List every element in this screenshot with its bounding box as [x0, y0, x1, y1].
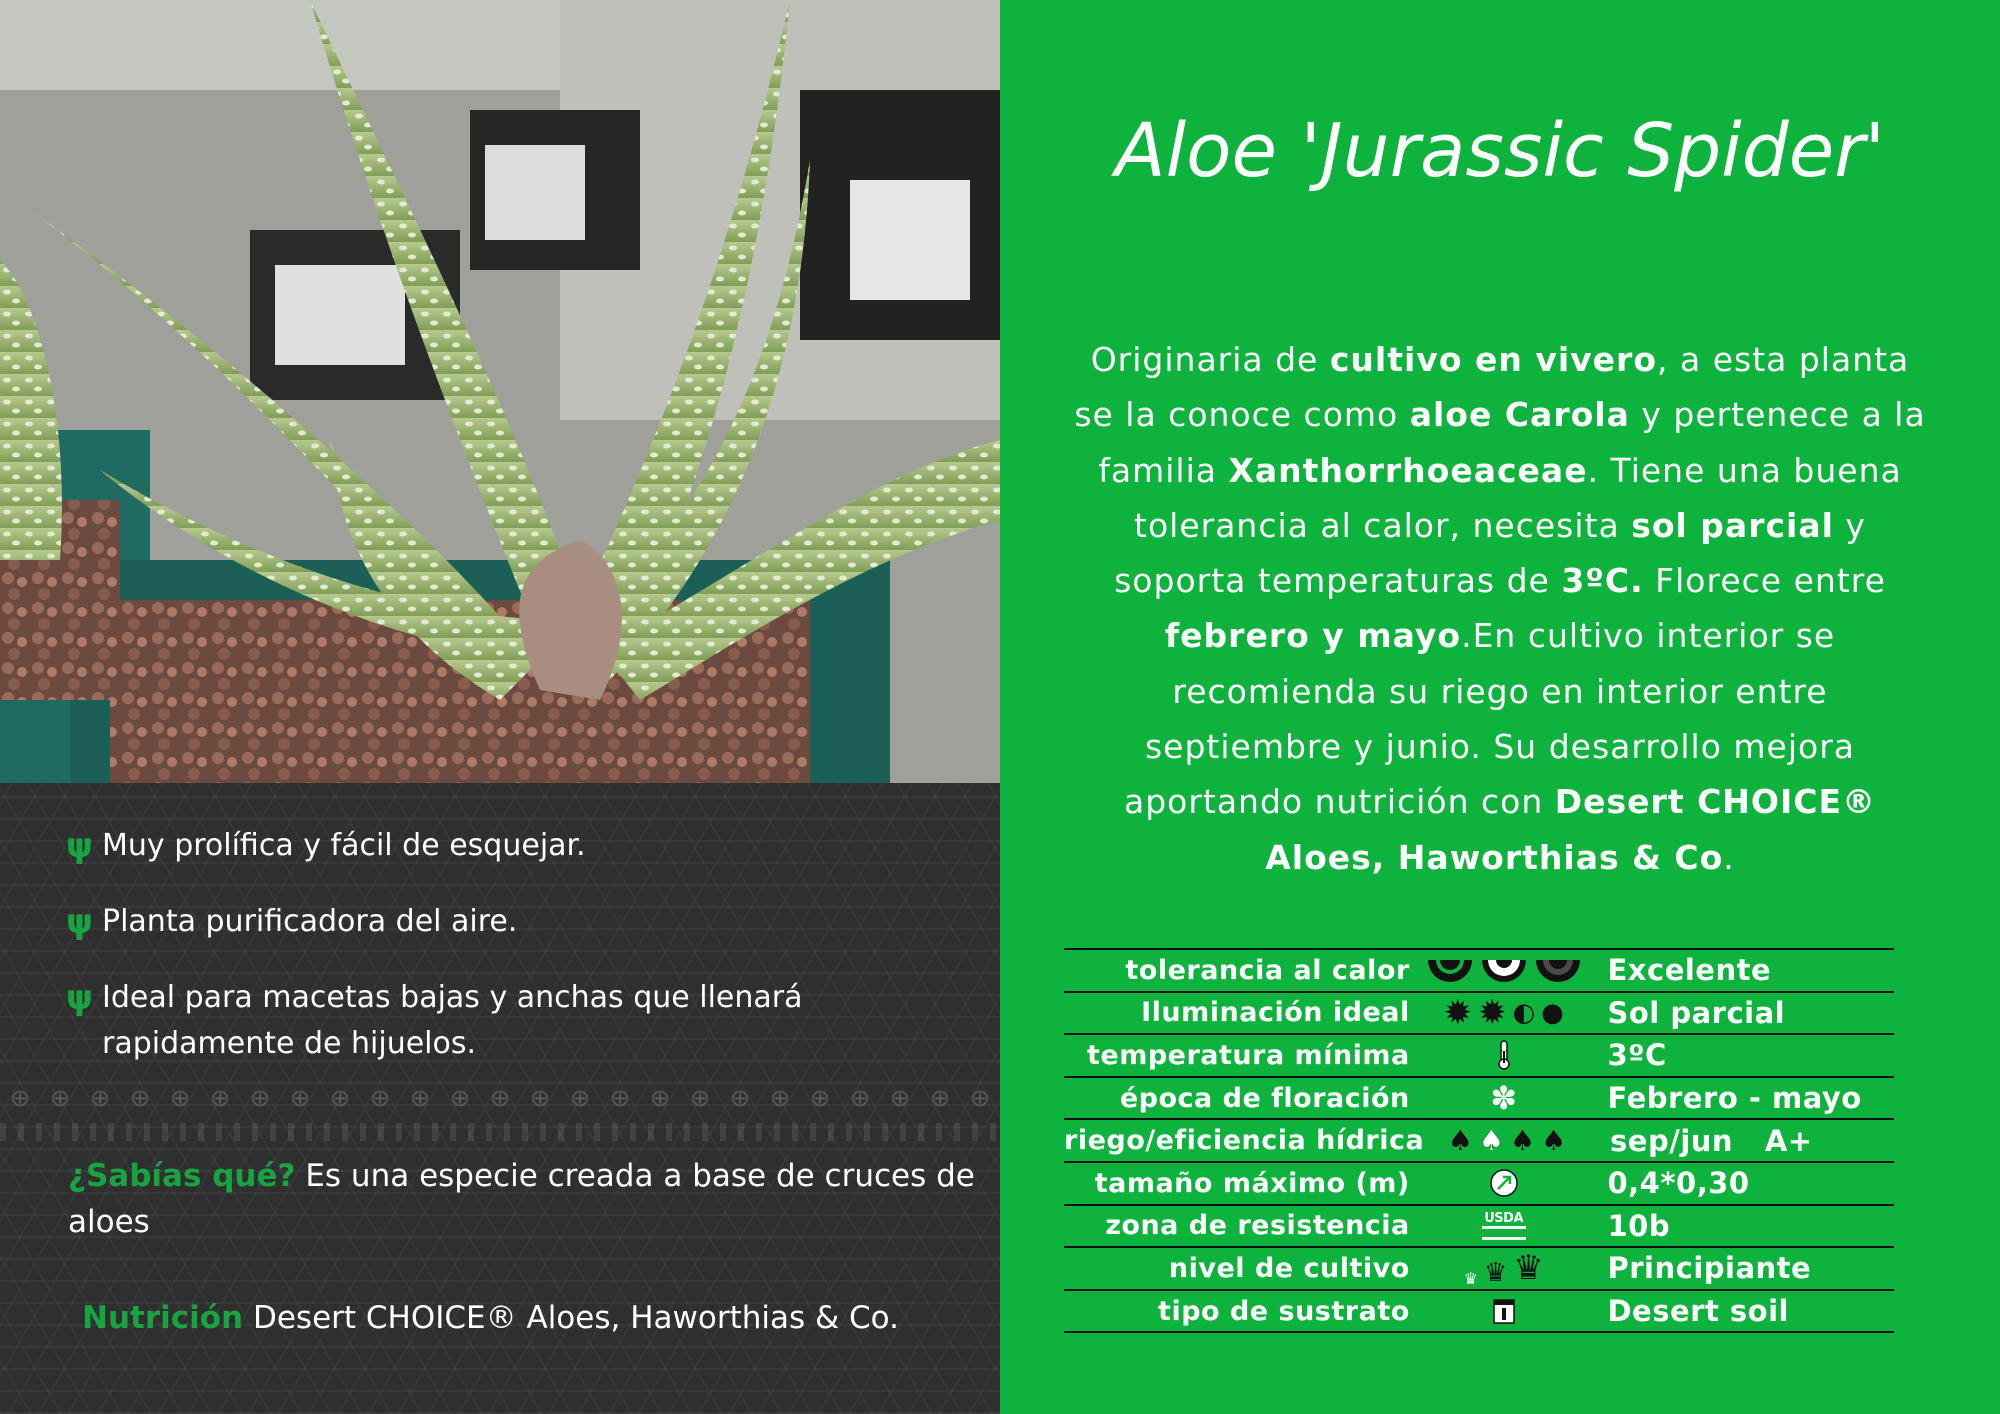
cactus-icon: ψ	[66, 902, 93, 942]
spec-label: tamaño máximo (m)	[1094, 1167, 1410, 1199]
spec-icons	[1410, 1248, 1598, 1288]
water-drop-icon: ♠	[1478, 1124, 1505, 1158]
spec-value: 10b	[1607, 1208, 1671, 1243]
desc-bold: Desert CHOICE® Aloes, Haworthias & Co	[1265, 782, 1877, 877]
feature-list	[66, 823, 966, 1097]
desc-text: Florece entre	[1643, 561, 1886, 601]
description	[1072, 332, 1928, 885]
spec-icons	[1410, 1039, 1598, 1071]
spec-table	[1064, 948, 1894, 1333]
spec-row-heat	[1064, 948, 1894, 991]
spec-label: nivel de cultivo	[1168, 1252, 1410, 1284]
spec-value: Sol parcial	[1607, 995, 1786, 1030]
spec-label: temperatura mínima	[1086, 1039, 1410, 1071]
spec-row-hardiness-zone	[1064, 1204, 1894, 1247]
spec-value: Febrero - mayo	[1607, 1081, 1862, 1116]
feature-item	[66, 975, 966, 1067]
usda-text: USDA	[1484, 1210, 1524, 1226]
water-drop-icon: ♠	[1447, 1124, 1473, 1158]
heat-level-icon	[1534, 956, 1582, 984]
usda-icon	[1482, 1212, 1526, 1240]
nutrition-label: Nutrición	[82, 1300, 244, 1336]
spec-icons	[1414, 1124, 1600, 1157]
spec-value: 3ºC	[1607, 1038, 1667, 1073]
feature-item	[66, 823, 966, 869]
spec-icons	[1410, 1168, 1598, 1198]
aloe-photo	[0, 0, 1000, 783]
did-you-know	[68, 1153, 978, 1245]
desc-bold: cultivo en vivero	[1329, 340, 1658, 379]
spec-label: época de floración	[1119, 1082, 1410, 1114]
decorative-band	[0, 1123, 1000, 1141]
aloe-plant-illustration	[0, 0, 1000, 783]
desc-text: y soporta temperaturas de	[1114, 505, 1866, 601]
desc-text: .En cultivo interior se recomienda su riego en interior entre septiembre y junio. Su desarrollo mejora aportando nutrición con	[1123, 616, 1855, 822]
page-title: Aloe 'Jurassic Spider'	[1115, 108, 1885, 194]
sun-icon: ✹	[1477, 992, 1507, 1033]
decorative-motif-row: ⊕ ⊕ ⊕ ⊕ ⊕ ⊕ ⊕ ⊕ ⊕ ⊕ ⊕ ⊕ ⊕ ⊕ ⊕ ⊕ ⊕ ⊕ ⊕ ⊕ ⊕ ⊕ ⊕ ⊕ ⊕	[9, 1084, 991, 1112]
info-panel	[1000, 0, 2000, 1414]
spec-row-substrate	[1064, 1289, 1894, 1334]
spec-row-size	[1064, 1161, 1894, 1204]
sun-icon: ✹	[1443, 992, 1472, 1033]
heat-level-icon	[1480, 956, 1528, 984]
feature-text: Ideal para macetas bajas y anchas que llenará rapidamente de hijuelos.	[102, 980, 803, 1061]
cactus-icon: ψ	[66, 826, 93, 866]
cactus-icon: ψ	[66, 978, 93, 1018]
desc-bold: 3ºC.	[1561, 561, 1644, 601]
crown-medium-icon: ♛	[1483, 1258, 1508, 1289]
flower-icon: ✽	[1490, 1079, 1518, 1118]
crown-small-icon: ♛	[1463, 1269, 1478, 1289]
desc-text: . Tiene una buena tolerancia al calor, necesita	[1134, 450, 1902, 545]
spec-row-watering	[1064, 1118, 1894, 1161]
desc-text: , a esta planta se la conoce como	[1074, 340, 1910, 435]
desc-text: Originaria de	[1090, 340, 1330, 379]
feature-text: Planta purificadora del aire.	[102, 904, 518, 939]
water-drop-icon: ♠	[1541, 1124, 1567, 1158]
spec-row-light	[1064, 991, 1894, 1034]
spec-value: sep/jun A+	[1610, 1123, 1813, 1158]
nutrition-text: Desert CHOICE® Aloes, Haworthias & Co.	[243, 1300, 899, 1336]
spec-icons	[1410, 993, 1598, 1033]
substrate-bag-icon	[1493, 1298, 1515, 1324]
feature-item	[66, 899, 966, 945]
spec-value: Excelente	[1607, 953, 1772, 988]
spec-row-flowering	[1064, 1076, 1894, 1119]
spec-value: 0,4*0,30	[1607, 1166, 1750, 1201]
spec-icons	[1410, 956, 1598, 984]
desc-bold: febrero y mayo	[1164, 616, 1462, 656]
did-you-know-text: Es una especie creada a base de cruces de aloes	[68, 1158, 975, 1240]
spec-value: Principiante	[1607, 1251, 1812, 1286]
spec-icons	[1410, 1212, 1598, 1240]
spec-label: Iluminación ideal	[1141, 997, 1410, 1029]
desc-text: .	[1723, 837, 1735, 877]
desc-text: y pertenece a la familia	[1098, 395, 1926, 490]
nutrition-note	[82, 1295, 982, 1341]
crown-large-icon: ♛	[1513, 1248, 1544, 1289]
spec-icons	[1410, 1079, 1598, 1117]
heat-level-icon	[1426, 956, 1474, 984]
desc-bold: Xanthorrhoeaceae	[1228, 450, 1588, 490]
spec-row-min-temp	[1064, 1033, 1894, 1076]
spec-label: zona de resistencia	[1105, 1210, 1410, 1242]
features-panel	[0, 783, 1000, 1414]
spec-label: tolerancia al calor	[1125, 954, 1410, 986]
desc-bold: aloe Carola	[1409, 395, 1630, 435]
half-sun-icon: ◐	[1512, 997, 1536, 1028]
shade-icon: ●	[1541, 997, 1564, 1028]
spec-row-skill-level	[1064, 1246, 1894, 1289]
desc-bold: sol parcial	[1631, 505, 1834, 545]
size-arrow-icon	[1489, 1168, 1519, 1198]
spec-value: Desert soil	[1607, 1294, 1789, 1329]
spec-label: tipo de sustrato	[1158, 1295, 1410, 1327]
did-you-know-label: ¿Sabías qué?	[68, 1158, 296, 1194]
feature-text: Muy prolífica y fácil de esquejar.	[102, 828, 586, 863]
thermometer-icon	[1496, 1039, 1512, 1071]
spec-icons	[1410, 1298, 1598, 1324]
spec-label: riego/eficiencia hídrica	[1064, 1125, 1425, 1157]
water-drop-icon: ♠	[1510, 1124, 1536, 1158]
